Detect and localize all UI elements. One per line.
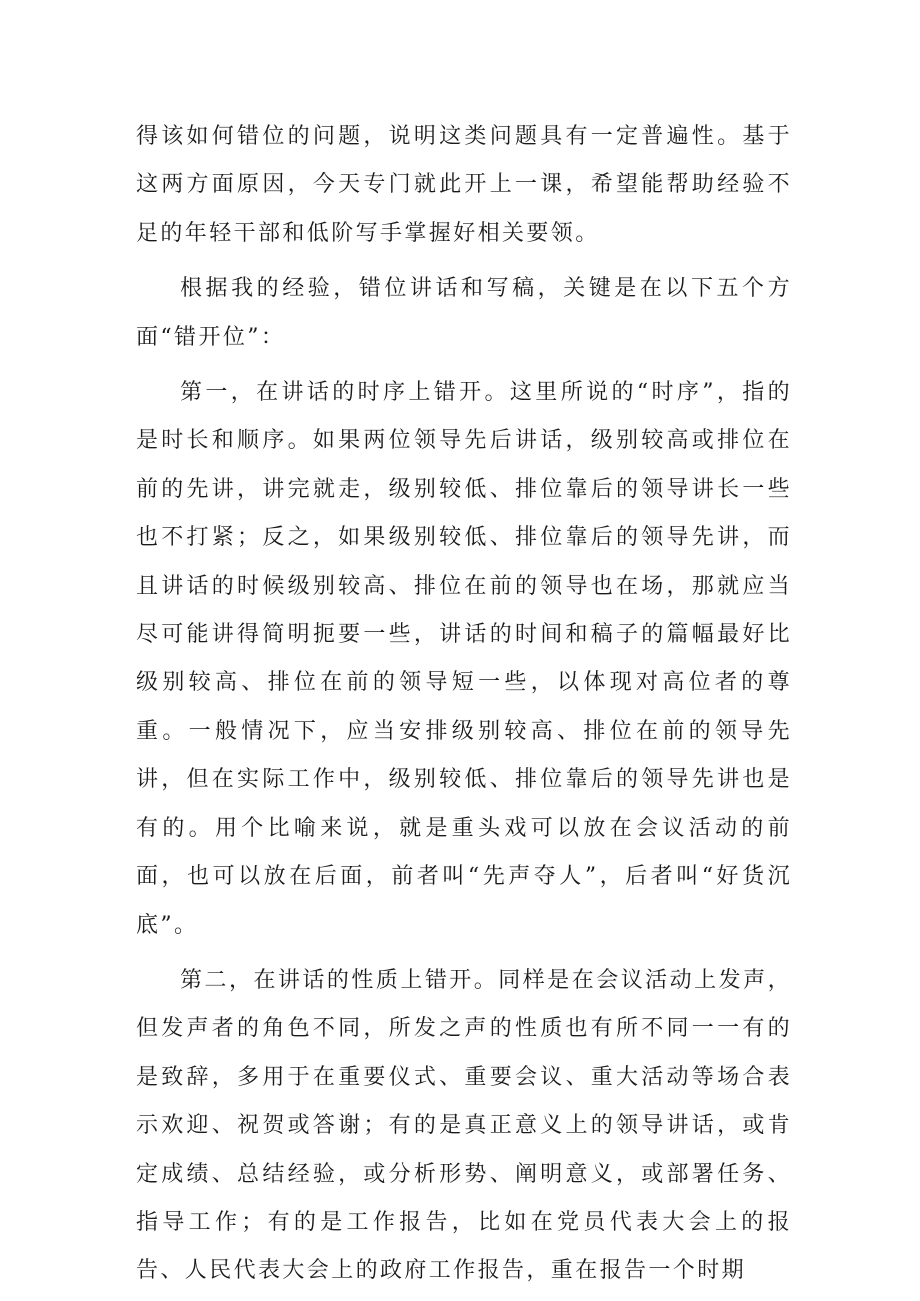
paragraph-continuation: 得该如何错位的问题，说明这类问题具有一定普遍性。基于这两方面原因，今天专门就此开上一课，希望能帮助经验不足的年轻干部和低阶写手掌握好相关要领。 bbox=[136, 124, 792, 246]
document-body bbox=[136, 113, 792, 1296]
paragraph-intro-five-aspects: 根据我的经验，错位讲话和写稿，关键是在以下五个方面“错开位”： bbox=[136, 276, 792, 350]
paragraph-first-point: 第一，在讲话的时序上错开。这里所说的“时序”，指的是时长和顺序。如果两位领导先后讲话，级别较高或排位在前的先讲，讲完就走，级别较低、排位靠后的领导讲长一些也不打紧；反之，如果级别较低、排位靠后的领导先讲，而且讲话的时候级别较高、排位在前的领导也在场，那就应当尽可能讲得简明扼要一些，讲话的时间和稿子的篇幅最好比级别较高、排位在前的领导短一些，以体现对高位者的尊重。一般情况下，应当安排级别较高、排位在前的领导先讲，但在实际工作中，级别较低、排位靠后的领导先讲也是有的。用个比喻来说，就是重头戏可以放在会议活动的前面，也可以放在后面，前者叫“先声夺人”，后者叫“好货沉底”。 bbox=[136, 380, 792, 938]
paragraph-second-point: 第二，在讲话的性质上错开。同样是在会议活动上发声，但发声者的角色不同，所发之声的性质也有所不同一一有的是致辞，多用于在重要仪式、重要会议、重大活动等场合表示欢迎、祝贺或答谢；有的是真正意义上的领导讲话，或肯定成绩、总结经验，或分析形势、阐明意义，或部署任务、指导工作；有的是工作报告，比如在党员代表大会上的报告、人民代表大会上的政府工作报告，重在报告一个时期 bbox=[136, 967, 792, 1284]
